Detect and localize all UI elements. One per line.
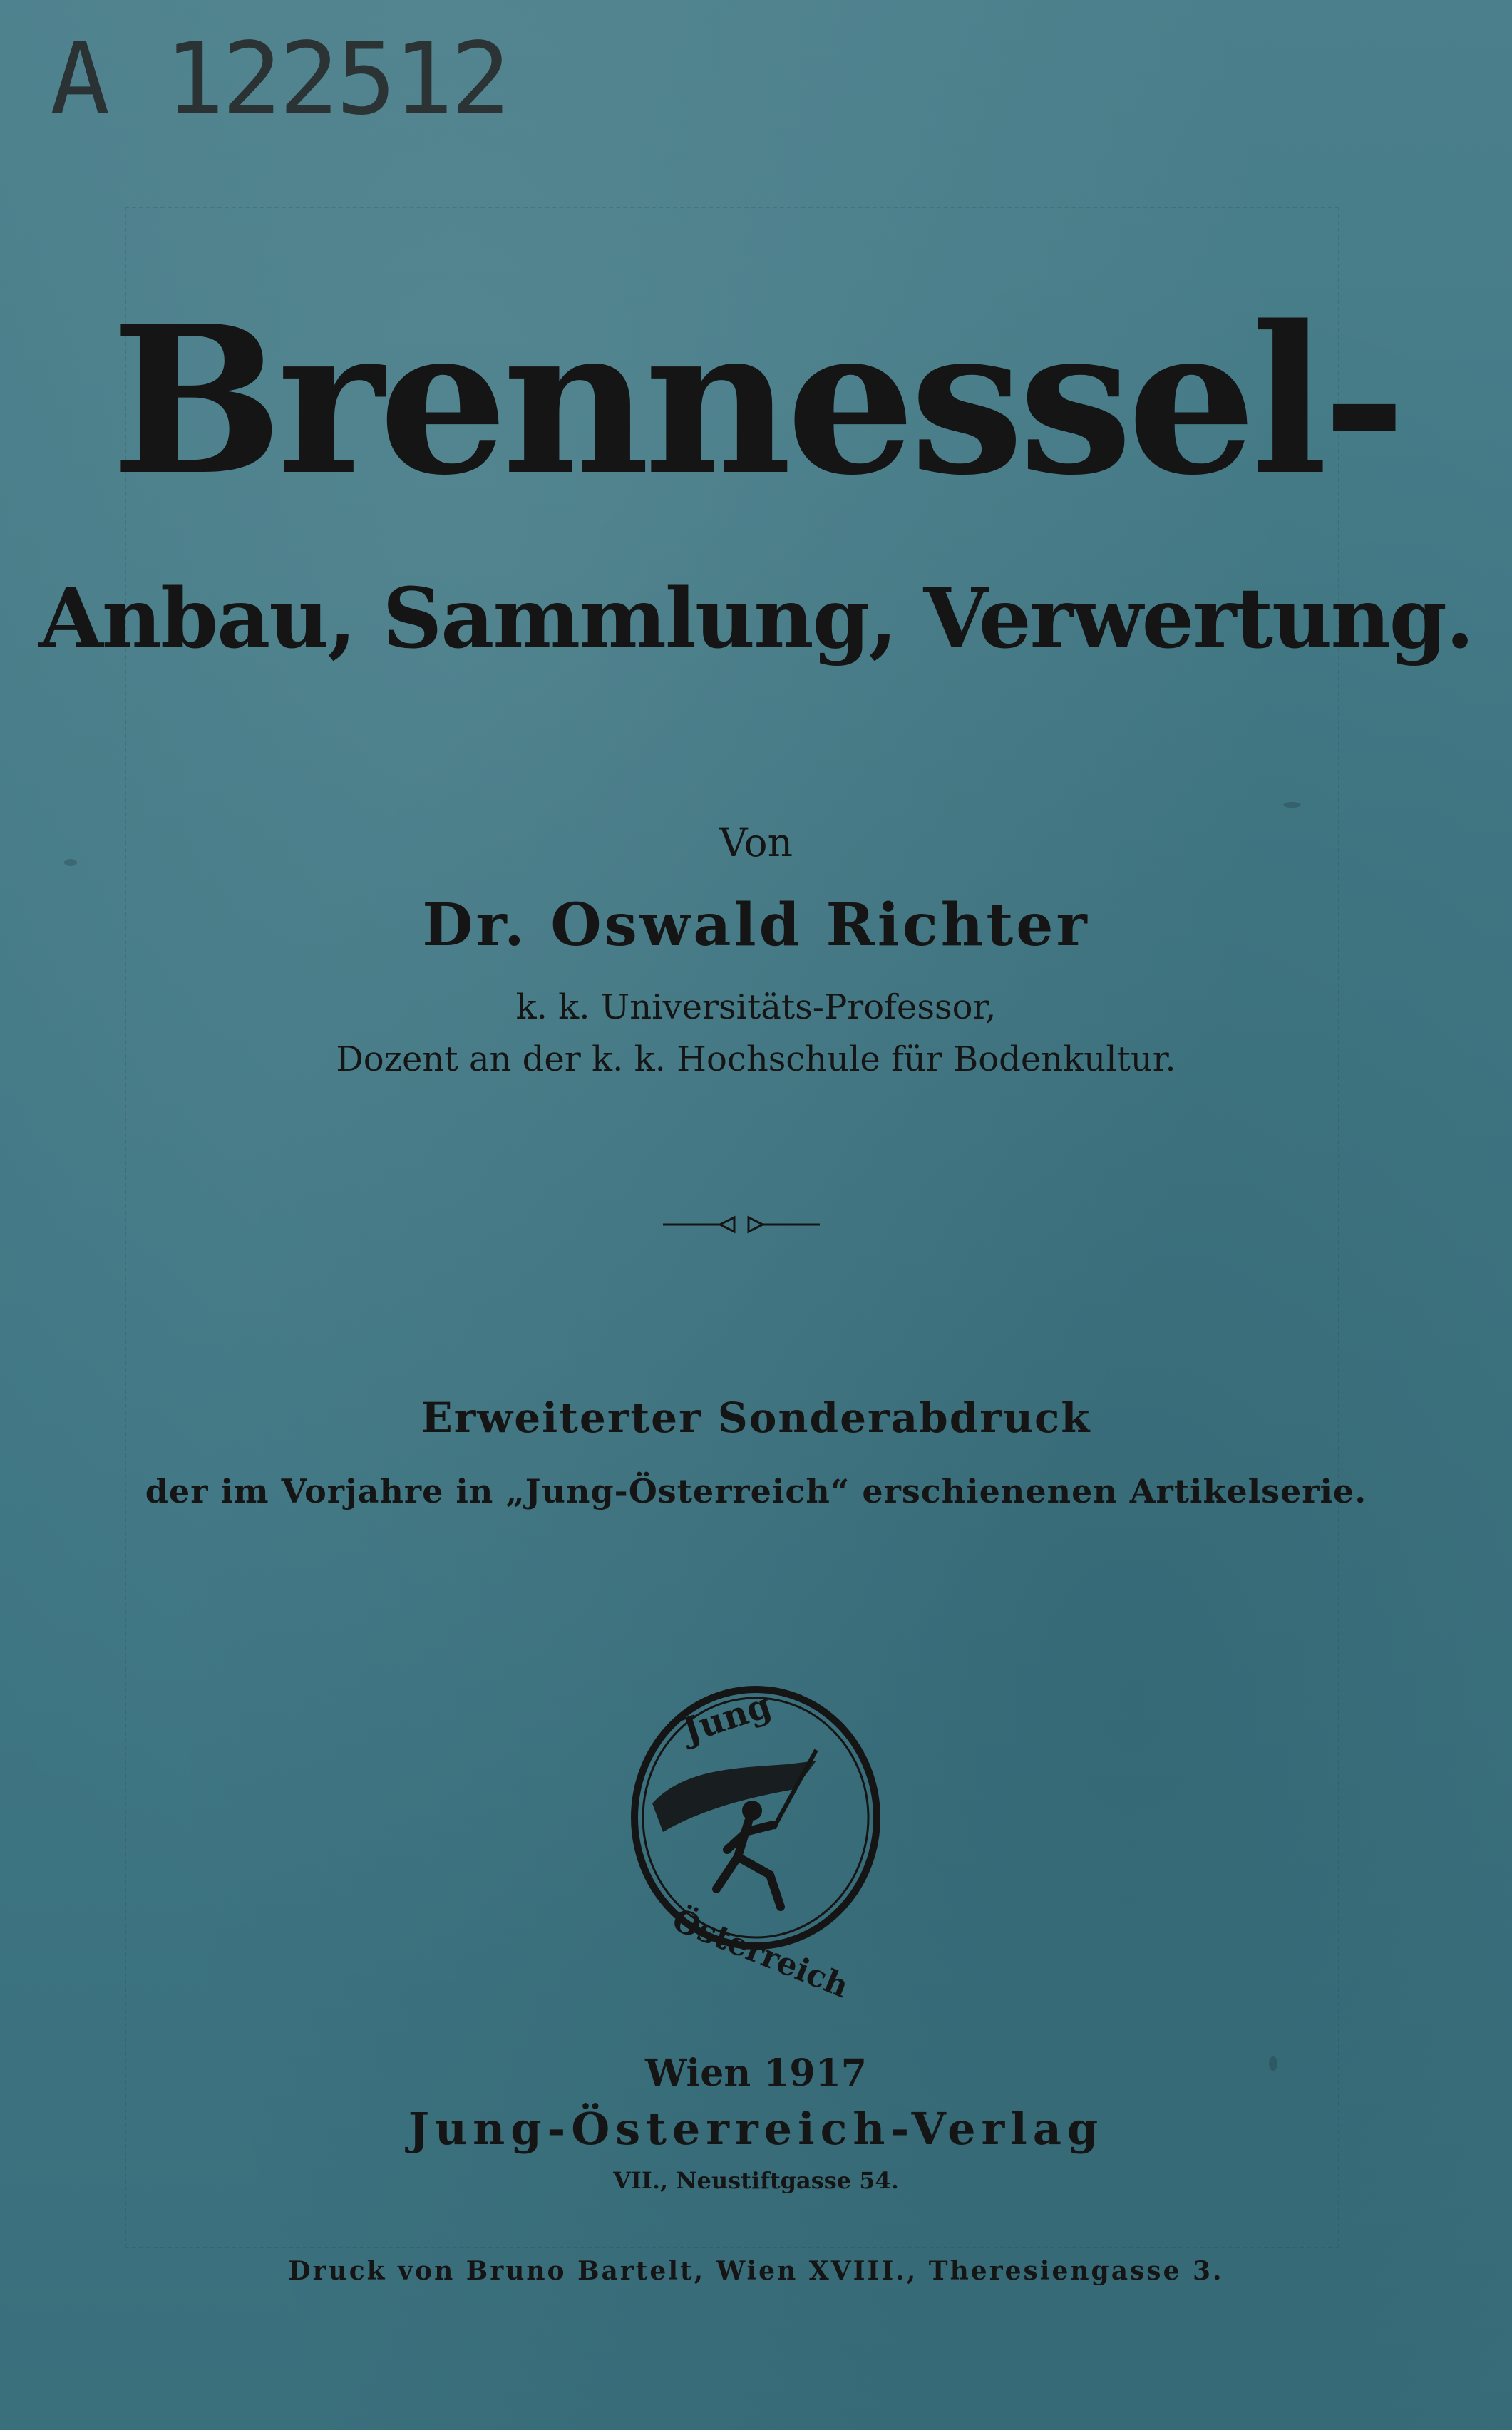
printer-line: Druck von Bruno Bartelt, Wien XVIII., Theresiengasse 3.	[288, 2256, 1224, 2286]
paper-stain	[1283, 802, 1301, 808]
library-shelf-mark: A 122512	[50, 21, 508, 138]
by-line: Von	[719, 820, 793, 865]
publication-place-year: Wien 1917	[645, 2051, 867, 2095]
logo-text-top: Jung	[678, 1685, 776, 1751]
logo-text-bottom: Österreich	[667, 1901, 854, 2006]
edition-note: Erweiterter Sonderabdruck	[421, 1394, 1091, 1442]
ornament-divider-icon	[663, 1210, 820, 1239]
running-figure-with-banner-emblem-icon	[620, 1682, 891, 2006]
publisher-name: Jung-Österreich-Verlag	[408, 2103, 1104, 2155]
publisher-address: VII., Neustiftgasse 54.	[613, 2167, 899, 2194]
author-affiliation-1: k. k. Universitäts-Professor,	[515, 987, 997, 1027]
author-affiliation-2: Dozent an der k. k. Hochschule für Bodenkultur.	[336, 1039, 1176, 1079]
book-subtitle: Anbau, Sammlung, Verwertung.	[38, 570, 1474, 667]
edition-source-note: der im Vorjahre in „Jung-Österreich“ erschienenen Artikelserie.	[145, 1472, 1367, 1510]
author-name: Dr. Oswald Richter	[422, 891, 1090, 959]
book-title: Brennessel-	[111, 282, 1401, 520]
